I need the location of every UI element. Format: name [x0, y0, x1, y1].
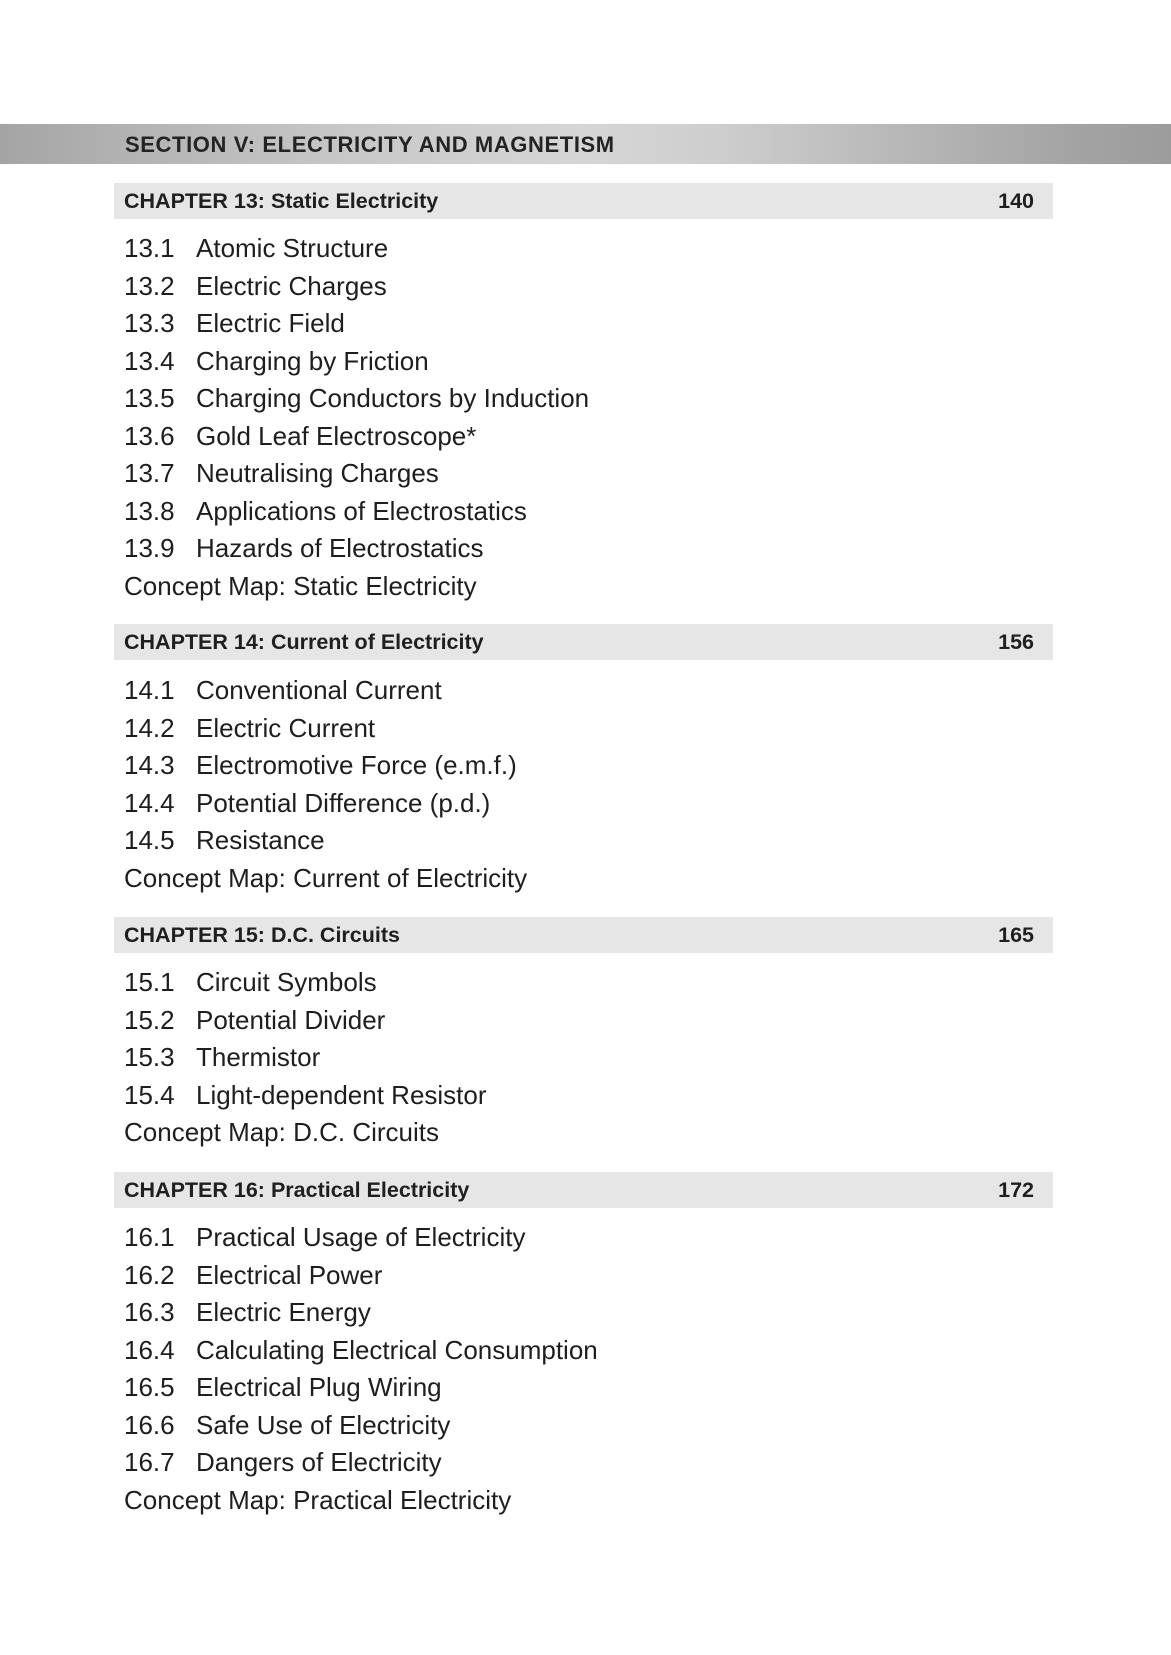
item-number: 13.8: [124, 495, 175, 526]
chapter-page-number: 172: [998, 1178, 1034, 1202]
toc-item[interactable]: [124, 1077, 487, 1113]
toc-item[interactable]: [124, 964, 377, 1000]
toc-item[interactable]: [124, 343, 429, 379]
concept-map-item[interactable]: Concept Map: Current of Electricity: [124, 862, 528, 893]
concept-map-item[interactable]: Concept Map: D.C. Circuits: [124, 1117, 439, 1147]
chapter-header[interactable]: [114, 917, 1053, 953]
chapter-page-number: 140: [998, 189, 1034, 213]
toc-item[interactable]: [124, 1369, 442, 1405]
item-number: 13.4: [124, 345, 175, 376]
chapter-header[interactable]: [114, 1172, 1053, 1208]
toc-item[interactable]: [124, 305, 345, 341]
toc-item[interactable]: [124, 230, 388, 266]
toc-item[interactable]: [124, 1407, 450, 1443]
toc-item[interactable]: [124, 455, 439, 491]
section-title: SECTION V: ELECTRICITY AND MAGNETISM: [125, 132, 615, 157]
item-title: Practical Usage of Electricity: [196, 1222, 526, 1252]
item-title: Neutralising Charges: [196, 458, 439, 488]
item-title: Electric Energy: [196, 1297, 371, 1327]
item-title: Electric Field: [196, 308, 345, 338]
item-number: 16.7: [124, 1447, 175, 1477]
item-number: 14.1: [124, 675, 175, 705]
toc-item[interactable]: [124, 530, 484, 566]
item-title: Light-dependent Resistor: [196, 1079, 487, 1110]
toc-item[interactable]: [124, 268, 387, 304]
item-number: 16.3: [124, 1297, 175, 1327]
item-number: 14.4: [124, 787, 175, 818]
item-title: Conventional Current: [196, 675, 442, 705]
chapter-title: CHAPTER 15: D.C. Circuits: [124, 923, 400, 947]
item-title: Resistance: [196, 825, 325, 855]
item-title: Electric Charges: [196, 270, 387, 301]
item-title: Charging Conductors by Induction: [196, 383, 590, 413]
toc-item[interactable]: [124, 1002, 385, 1038]
item-title: Gold Leaf Electroscope*: [196, 420, 477, 451]
toc-item[interactable]: [124, 380, 589, 416]
item-number: 14.5: [124, 825, 175, 855]
toc-item[interactable]: [124, 418, 476, 454]
item-number: 16.6: [124, 1409, 175, 1440]
item-title: Electrical Power: [196, 1259, 383, 1290]
item-title: Dangers of Electricity: [196, 1447, 442, 1477]
item-number: 16.4: [124, 1334, 175, 1365]
toc-item[interactable]: [124, 1257, 382, 1293]
item-title: Circuit Symbols: [196, 967, 377, 997]
item-number: 13.9: [124, 533, 175, 563]
item-number: 16.2: [124, 1259, 175, 1290]
toc-item[interactable]: [124, 493, 527, 529]
item-number: 15.3: [124, 1042, 175, 1072]
toc-item[interactable]: [124, 1039, 320, 1075]
item-title: Electrical Plug Wiring: [196, 1372, 442, 1402]
toc-item[interactable]: [124, 747, 517, 783]
toc-item[interactable]: [124, 785, 490, 821]
item-number: 13.6: [124, 420, 175, 451]
item-number: 13.5: [124, 383, 175, 413]
chapter-title: CHAPTER 14: Current of Electricity: [124, 630, 484, 654]
toc-item[interactable]: [124, 1444, 442, 1480]
item-title: Atomic Structure: [196, 233, 389, 263]
item-number: 13.7: [124, 458, 175, 488]
section-banner: [0, 124, 1171, 164]
item-title: Calculating Electrical Consumption: [196, 1334, 598, 1365]
toc-item[interactable]: [124, 822, 325, 858]
concept-map-item[interactable]: Concept Map: Static Electricity: [124, 570, 477, 601]
chapter-title: CHAPTER 13: Static Electricity: [124, 189, 439, 213]
item-number: 14.3: [124, 750, 175, 780]
item-title: Electromotive Force (e.m.f.): [196, 750, 517, 780]
item-title: Thermistor: [196, 1042, 321, 1072]
toc-item[interactable]: [124, 672, 442, 708]
chapter-title: CHAPTER 16: Practical Electricity: [124, 1178, 470, 1202]
item-title: Applications of Electrostatics: [196, 495, 527, 526]
item-number: 15.2: [124, 1004, 175, 1035]
item-number: 14.2: [124, 712, 175, 743]
item-number: 13.2: [124, 270, 175, 301]
item-number: 13.1: [124, 233, 175, 263]
item-title: Safe Use of Electricity: [196, 1409, 451, 1440]
item-title: Electric Current: [196, 712, 376, 743]
chapter-header[interactable]: [114, 624, 1053, 660]
toc-item[interactable]: [124, 1219, 525, 1255]
item-number: 13.3: [124, 308, 175, 338]
chapter-page-number: 165: [998, 923, 1034, 947]
item-title: Hazards of Electrostatics: [196, 533, 484, 563]
item-number: 16.1: [124, 1222, 175, 1252]
chapter-page-number: 156: [998, 630, 1034, 654]
concept-map-item[interactable]: Concept Map: Practical Electricity: [124, 1484, 512, 1515]
item-number: 15.4: [124, 1079, 175, 1110]
toc-item[interactable]: [124, 1332, 598, 1368]
item-number: 15.1: [124, 967, 175, 997]
item-title: Potential Divider: [196, 1004, 386, 1035]
toc-item[interactable]: [124, 1294, 371, 1330]
item-number: 16.5: [124, 1372, 175, 1402]
chapter-header[interactable]: [114, 183, 1053, 219]
item-title: Potential Difference (p.d.): [196, 787, 491, 818]
toc-item[interactable]: [124, 710, 375, 746]
item-title: Charging by Friction: [196, 345, 429, 376]
